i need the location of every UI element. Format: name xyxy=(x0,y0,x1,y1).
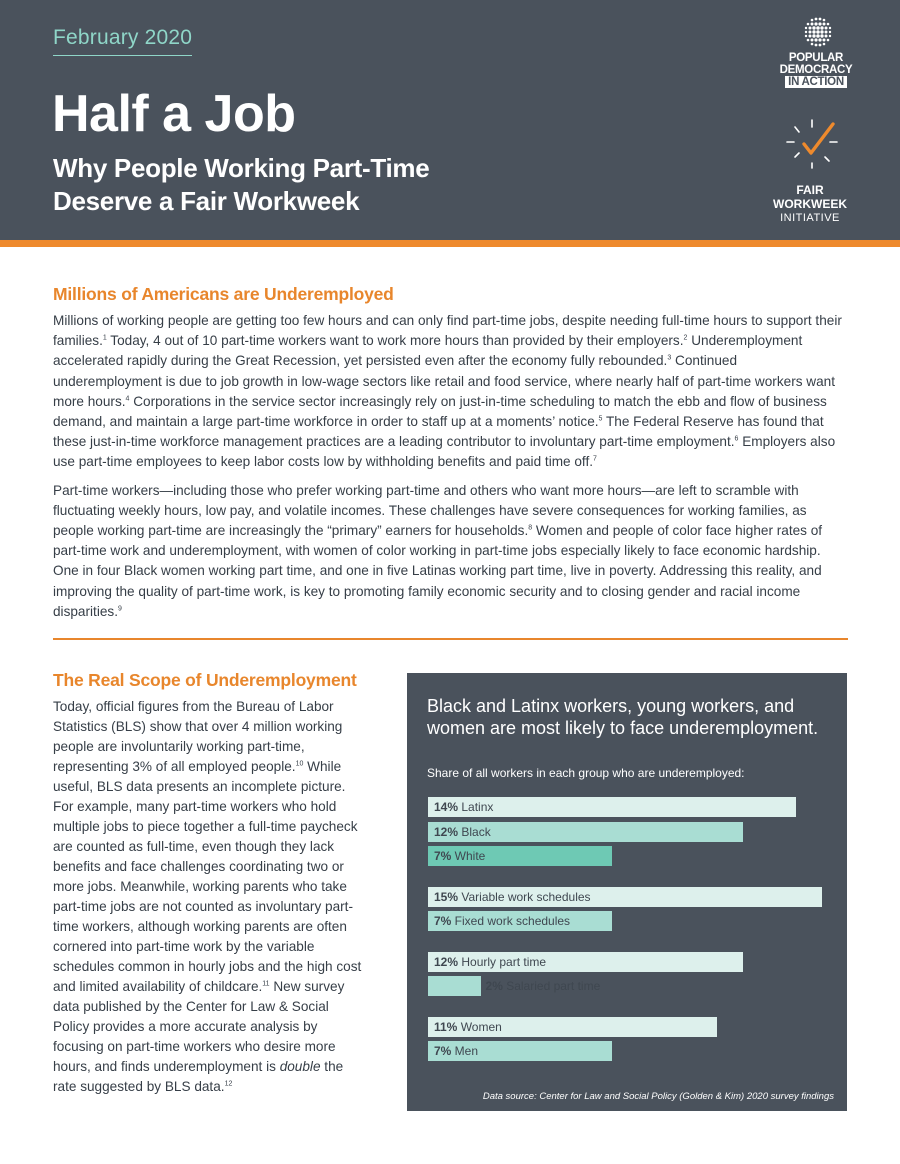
section-1-paragraph-2 xyxy=(53,481,848,622)
text-run: Part-time workers—including those who prefer working part-time and others who want more hours—are left to scramble with fluctuating weekly hours, low pay, and volatile incomes. These challenges have severe consequences for working families, as people working part-time are increasingly the “primary” earners for households. xyxy=(53,482,807,539)
chart-subtitle: Share of all workers in each group who are underemployed: xyxy=(427,766,745,780)
chart-bar-category: Hourly part time xyxy=(458,954,547,969)
page-subtitle: Why People Working Part-Time Deserve a Fair Workweek xyxy=(53,153,430,216)
footnote-ref: 10 xyxy=(295,760,304,768)
footnote-ref: 3 xyxy=(667,354,672,362)
footnote-ref: 7 xyxy=(593,455,597,463)
chart-bar-value: 11% xyxy=(434,1019,458,1034)
popular-democracy-logo xyxy=(760,14,870,96)
chart-bar-label xyxy=(434,846,485,866)
footnote-ref: 12 xyxy=(224,1080,233,1088)
text-run: the rate suggested by BLS data. xyxy=(53,1059,344,1094)
chart-bar-category: Men xyxy=(451,1044,479,1058)
emphasis-text: double xyxy=(279,1059,321,1074)
header-banner xyxy=(0,0,900,240)
chart-bar-category: Fixed work schedules xyxy=(451,914,571,928)
text-run: Continued underemployment is due to job growth in low-wage sectors like retail and food service, where nearly half of part-time workers want more hours. xyxy=(53,353,836,409)
page-title: Half a Job xyxy=(52,85,296,143)
chart-bar-label xyxy=(434,952,546,972)
chart-bar-category: White xyxy=(451,849,486,863)
footnote-ref: 11 xyxy=(262,980,270,988)
footnote-ref: 1 xyxy=(102,334,107,342)
pd-line-3: IN ACTION xyxy=(785,76,847,88)
clock-check-icon xyxy=(782,118,842,170)
chart-source: Data source: Center for Law and Social Policy (Golden & Kim) 2020 survey findings xyxy=(482,1091,834,1102)
footnote-ref: 8 xyxy=(528,524,533,532)
publication-date: February 2020 xyxy=(53,26,192,56)
fw-line-2: INITIATIVE xyxy=(780,212,840,224)
section-heading-underemployed: Millions of Americans are Underemployed xyxy=(53,284,394,304)
chart-bar-label xyxy=(434,911,570,931)
chart-bar-value: 15% xyxy=(434,889,459,904)
chart-bar-category: Women xyxy=(457,1019,502,1034)
fw-line-1: FAIR WORKWEEK xyxy=(773,183,847,211)
footnote-ref: 6 xyxy=(734,435,739,443)
section-divider xyxy=(53,638,848,640)
fair-workweek-wordmark xyxy=(760,183,860,225)
chart-bar-label xyxy=(486,976,601,996)
text-run: While useful, BLS data presents an incomplete picture. For example, many part-time workers who hold multiple jobs to piece together a full-time paycheck are counted as full-time, even though they lack benefits and face challenges coordinating two or more jobs. Meanwhile, working parents who take part-time jobs are not counted as involuntary part-time workers, although working parents are often cornered into part-time work by the variable schedules common in hourly jobs and the high cost and limited availability of childcare. xyxy=(53,759,362,994)
chart-bar-value: 7% xyxy=(434,914,452,928)
section-2-paragraph-1 xyxy=(53,697,365,1097)
text-run: Millions of working people are getting too few hours and can only find part-time jobs, despite needing full-time hours to support their families. xyxy=(53,313,842,349)
text-run: Employers also use part-time employees to keep labor costs low by withholding benefits and paid time off. xyxy=(53,434,836,470)
chart-bar-value: 7% xyxy=(434,849,452,863)
section-heading-real-scope: The Real Scope of Underemployment xyxy=(53,670,357,690)
underemployment-chart xyxy=(407,673,847,1111)
footnote-ref: 9 xyxy=(117,605,122,613)
dot-globe-icon xyxy=(802,16,834,48)
chart-bar xyxy=(428,976,481,996)
chart-bar-category: Latinx xyxy=(458,800,494,814)
text-run: Underemployment accelerated rapidly during the Great Recession, yet persisted even after the economy fully rebounded. xyxy=(53,333,803,369)
footnote-ref: 4 xyxy=(125,395,130,403)
chart-bar-value: 7% xyxy=(434,1044,452,1058)
section-1-paragraph-1 xyxy=(53,311,848,473)
footnote-ref: 5 xyxy=(598,415,603,423)
text-run: Corporations in the service sector increasingly rely on just-in-time scheduling to match the ebb and flow of business demand, and maintain a large part-time workforce in order to staff up at a moments’ notice. xyxy=(53,393,827,430)
chart-bar-label xyxy=(434,1017,502,1037)
header-orange-stripe xyxy=(0,240,900,247)
text-run: Today, 4 out of 10 part-time workers want to work more hours than provided by their employers. xyxy=(106,333,684,349)
footnote-ref: 2 xyxy=(683,334,688,342)
chart-title: Black and Latinx workers, young workers, and women are most likely to face underemployment. xyxy=(427,696,819,738)
chart-bar-value: 2% xyxy=(485,979,503,993)
chart-bar-label xyxy=(434,887,591,907)
chart-bar-category: Variable work schedules xyxy=(458,889,591,904)
text-run: The Federal Reserve has found that these just-in-time workforce management practices are a leading contributor to involuntary part-time employment. xyxy=(53,414,824,450)
chart-bar-category: Salaried part time xyxy=(502,979,601,993)
chart-bar-value: 14% xyxy=(434,800,459,814)
pd-line-2: DEMOCRACY xyxy=(779,64,853,76)
chart-bar-value: 12% xyxy=(434,824,459,839)
section-1-body xyxy=(53,311,848,630)
pd-line-1: POPULAR xyxy=(788,52,844,64)
chart-bar-label xyxy=(434,1041,478,1061)
chart-bar-value: 12% xyxy=(434,954,459,969)
text-run: Women and people of color face higher rates of part-time work and underemployment, with women of color working in part-time jobs especially likely to face economic hardship. One in four Black women working part time, and one in five Latinas working part time, live in poverty. Addressing this reality, and improving the quality of part-time work, is key to promoting family economic security and to closing gender and racial income disparities. xyxy=(53,523,823,619)
popular-democracy-wordmark xyxy=(768,52,864,88)
text-run: Today, official figures from the Bureau of Labor Statistics (BLS) show that over 4 million working people are involuntarily working part-time, representing 3% of all employed people. xyxy=(53,699,343,774)
chart-bar-label xyxy=(434,822,491,842)
text-run: New survey data published by the Center for Law & Social Policy provides a more accurate analysis by focusing on part-time workers who desire more hours, and finds underemployment is xyxy=(53,979,345,1074)
section-2-body xyxy=(53,697,365,1105)
chart-bar-category: Black xyxy=(458,824,491,839)
chart-bar-label xyxy=(434,797,493,817)
